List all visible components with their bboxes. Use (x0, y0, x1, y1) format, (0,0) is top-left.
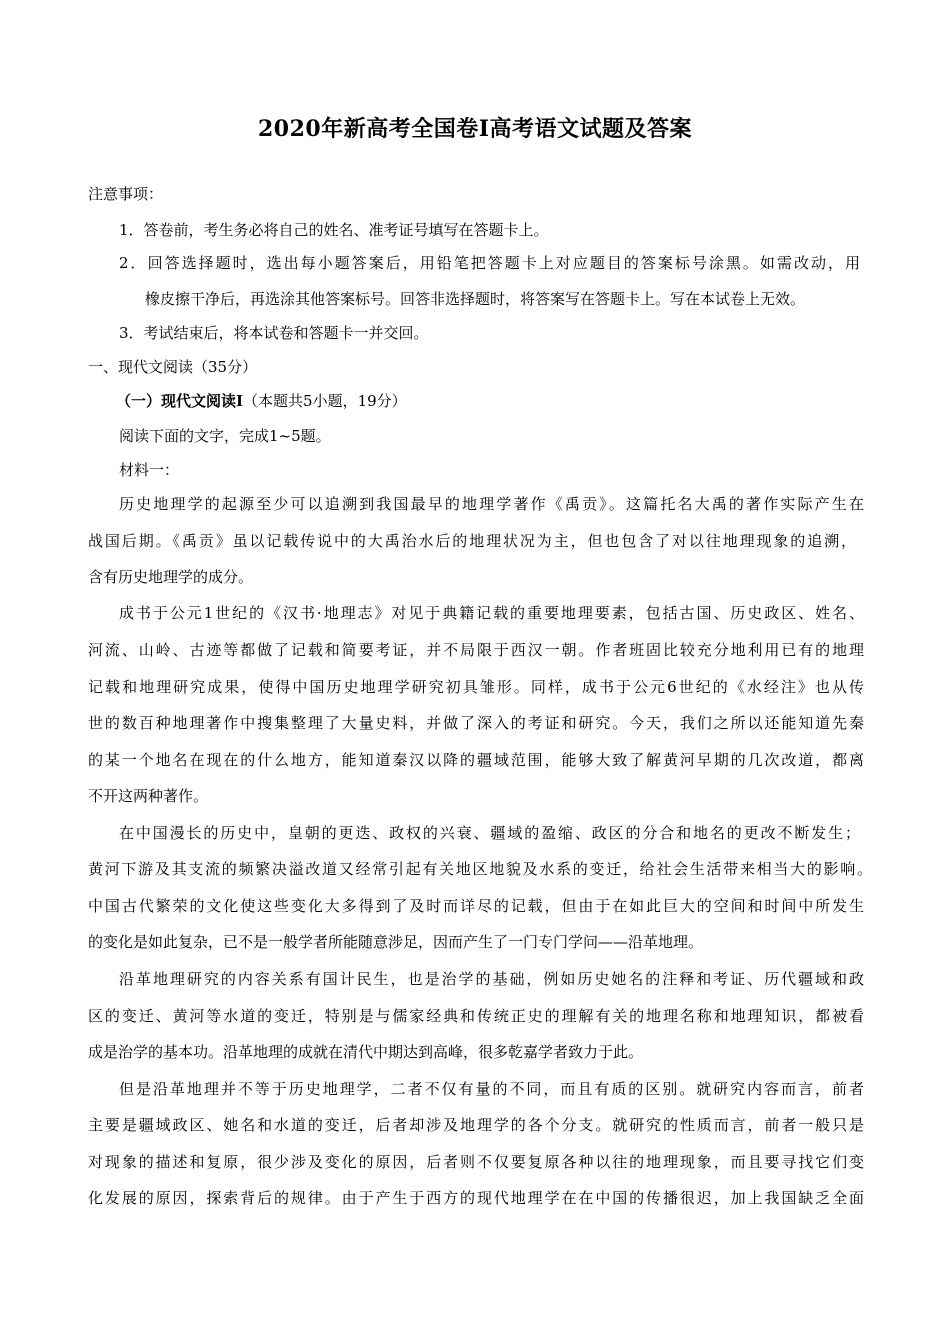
subsection-note: （本题共5小题，19分） (243, 392, 407, 410)
paragraph-line: 历史地理学的起源至少可以追溯到我国最早的地理学著作《禹贡》。这篇托名大禹的著作实际产生在 (119, 495, 864, 513)
paragraph-line: 主要是疆域政区、她名和水道的变迁，后者却涉及地理学的各个分支。就研究的性质而言，前者一般只是 (88, 1116, 864, 1134)
notice-heading: 注意事项： (88, 185, 164, 203)
paragraph-line: 中国古代繁荣的文化使这些变化大多得到了及时而详尽的记载，但由于在如此巨大的空间和时间中所发生 (88, 897, 864, 915)
reading-instruction: 阅读下面的文字，完成1~5题。 (119, 427, 331, 445)
paragraph-line: 成书于公元1世纪的《汉书·地理志》对见于典籍记载的重要地理要素，包括古国、历史政区、姓名、 (119, 604, 864, 622)
material-label: 材料一： (119, 461, 180, 479)
paragraph-line: 不开这两种著作。 (88, 787, 209, 805)
notice-item-2: 2．回答选择题时，选出每小题答案后，用铅笔把答题卡上对应题目的答案标号涂黑。如需改动，用 (119, 254, 860, 272)
paragraph-line: 但是沿革地理并不等于历史地理学，二者不仅有量的不同，而且有质的区别。就研究内容而言，前者 (119, 1080, 864, 1098)
paragraph-line: 在中国漫长的历史中，皇朝的更迭、政权的兴衰、疆域的盈缩、政区的分合和地名的更改不断发生； (119, 824, 860, 842)
paragraph-line: 记载和地理研究成果，使得中国历史地理学研究初具雏形。同样，成书于公元6世纪的《水经注》也从传 (88, 678, 864, 696)
paragraph-line: 对现象的描述和复原，很少涉及变化的原因，后者则不仅要复原各种以往的地理现象，而且要寻找它们变 (88, 1153, 864, 1171)
subsection-heading (116, 390, 407, 412)
section-heading: 一、现代文阅读（35分） (88, 358, 258, 376)
paragraph-line: 的某一个地名在现在的什么地方，能知道秦汉以降的疆域范围，能够大致了解黄河早期的几次改道，都离 (88, 751, 864, 769)
subsection-title: （一）现代文阅读Ⅰ (116, 392, 244, 410)
notice-item-3: 3．考试结束后，将本试卷和答题卡一并交回。 (119, 324, 429, 342)
paragraph-line: 战国后期。《禹贡》虽以记载传说中的大禹治水后的地理状况为主，但也包含了对以往地理现象的追溯， (88, 532, 856, 550)
notice-item-1: 1．答卷前，考生务必将自己的姓名、准考证号填写在答题卡上。 (119, 221, 549, 239)
paragraph-line: 区的变迁、黄河等水道的变迁，特别是与儒家经典和传统正史的理解有关的地理名称和地理知识，都被看 (88, 1007, 864, 1025)
paragraph-line: 黄河下游及其支流的频繁决溢改道又经常引起有关地区地貌及水系的变迁，给社会生活带来相当大的影响。 (88, 860, 872, 878)
paragraph-line: 成是治学的基本功。沿革地理的成就在清代中期达到高峰，很多乾嘉学者致力于此。 (88, 1043, 644, 1061)
paragraph-line: 沿革地理研究的内容关系有国计民生，也是治学的基础，例如历史她名的注释和考证、历代疆域和政 (119, 970, 864, 988)
notice-item-2-continued: 橡皮擦干净后，再选涂其他答案标号。回答非选择题时，将答案写在答题卡上。写在本试卷上无效。 (145, 290, 806, 308)
paragraph-line: 化发展的原因，探索背后的规律。由于产生于西方的现代地理学在在中国的传播很迟，加上我国缺乏全面 (88, 1189, 864, 1207)
document-title: 2020年新高考全国卷Ⅰ高考语文试题及答案 (257, 116, 693, 142)
paragraph-line: 的变化是如此复杂，已不是一般学者所能随意涉足，因而产生了一门专门学问——沿革地理。 (88, 933, 704, 951)
paragraph-line: 含有历史地理学的成分。 (88, 568, 254, 586)
paragraph-line: 河流、山岭、古迹等都做了记载和简要考证，并不局限于西汉一朝。作者班固比较充分地利用已有的地理 (88, 641, 864, 659)
paragraph-line: 世的数百种地理著作中搜集整理了大量史料，并做了深入的考证和研究。今天，我们之所以还能知道先秦 (88, 714, 864, 732)
